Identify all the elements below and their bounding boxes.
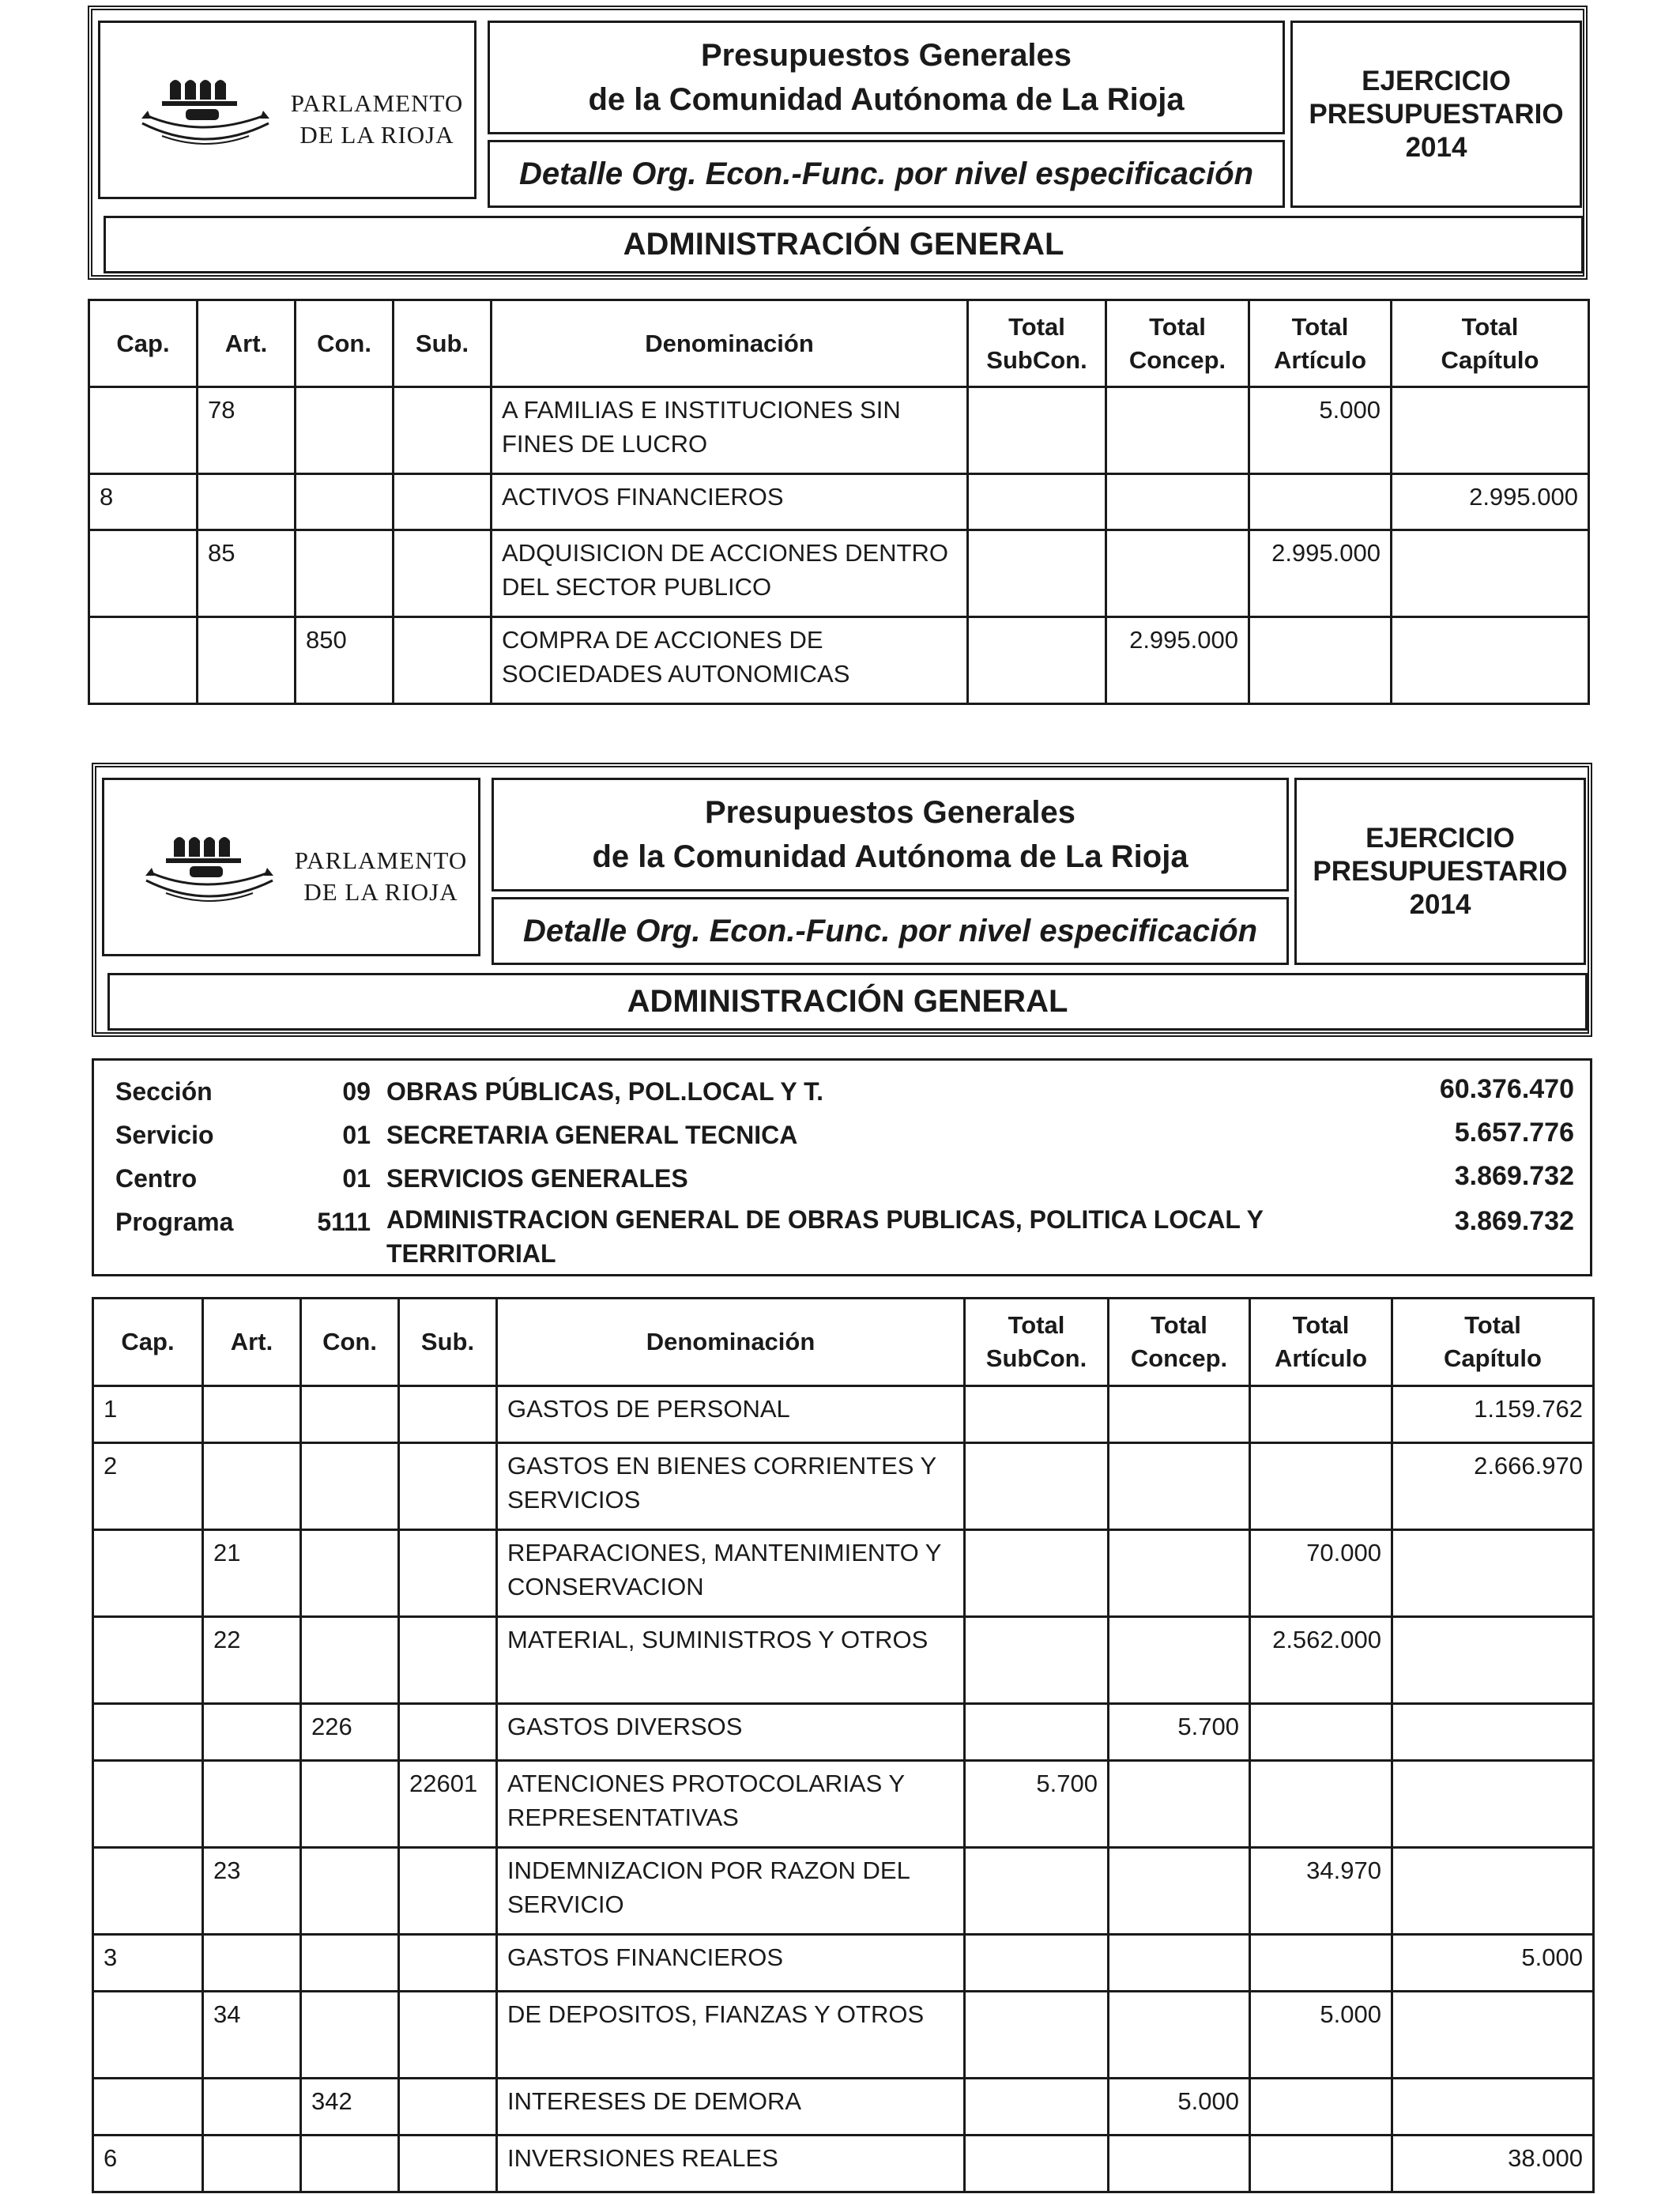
ejercicio-line-1: EJERCICIO [1362, 65, 1511, 96]
logo-line-1: PARLAMENTO [294, 846, 468, 874]
col-total-articulo-line-2: Artículo [1274, 1344, 1368, 1372]
logo-box [98, 21, 477, 199]
logo-line-2: DE LA RIOJA [303, 878, 458, 906]
ejercicio-line-2: PRESUPUESTARIO [1313, 855, 1568, 887]
col-total-concep [1109, 1299, 1250, 1386]
cell-con [296, 474, 394, 530]
col-total-articulo-line-1: Total [1291, 312, 1349, 341]
seccion-code: 09 [342, 1077, 371, 1106]
table-row [93, 1761, 1594, 1848]
cell-total-capitulo [1392, 1617, 1594, 1704]
cell-total-concep: 2.995.000 [1106, 617, 1249, 704]
cell-art: 78 [198, 387, 296, 474]
parliament-logo-icon [142, 824, 277, 907]
col-total-capitulo [1392, 1299, 1594, 1386]
col-cap: Cap. [89, 300, 198, 387]
cell-sub: 22601 [399, 1761, 497, 1848]
cell-total-subcon [965, 2079, 1109, 2136]
cell-con [296, 387, 394, 474]
cell-cap [93, 1530, 203, 1617]
cell-total-concep [1106, 387, 1249, 474]
cell-cap [93, 1992, 203, 2079]
cell-total-concep: 5.000 [1109, 2079, 1250, 2136]
cell-total-articulo [1250, 1761, 1392, 1848]
cell-cap [93, 1617, 203, 1704]
cell-sub [394, 474, 492, 530]
programa-label: Programa [115, 1208, 234, 1236]
table-row [93, 1935, 1594, 1992]
ejercicio-line-1: EJERCICIO [1365, 822, 1515, 854]
table-header-row [89, 300, 1589, 387]
seccion-total: 60.376.470 [1439, 1074, 1574, 1104]
section-title-box [104, 216, 1584, 273]
cell-con [301, 1992, 399, 2079]
cell-total-capitulo [1392, 1992, 1594, 2079]
col-total-articulo-line-1: Total [1292, 1311, 1350, 1339]
section-title: ADMINISTRACIÓN GENERAL [627, 984, 1068, 1019]
section-title: ADMINISTRACIÓN GENERAL [623, 227, 1064, 262]
cell-sub [399, 1386, 497, 1443]
cell-con [301, 1761, 399, 1848]
table-row [93, 2079, 1594, 2136]
subtitle-box [488, 140, 1285, 208]
cell-total-articulo: 5.000 [1250, 1992, 1392, 2079]
cell-total-subcon [965, 1386, 1109, 1443]
subtitle: Detalle Org. Econ.-Func. por nivel especificación [522, 913, 1258, 948]
cell-denominacion: GASTOS DE PERSONAL [497, 1386, 965, 1443]
cell-total-subcon [968, 617, 1106, 704]
cell-sub [399, 1848, 497, 1935]
servicio-total: 5.657.776 [1454, 1118, 1574, 1148]
cell-total-subcon [965, 1617, 1109, 1704]
cell-total-capitulo [1392, 2079, 1594, 2136]
col-total-capitulo-line-1: Total [1464, 1311, 1521, 1339]
cell-total-subcon [968, 474, 1106, 530]
logo-label [282, 845, 480, 908]
budget-table-2 [92, 1297, 1595, 2193]
cell-total-subcon [965, 1848, 1109, 1935]
table-row [89, 617, 1589, 704]
cell-total-capitulo: 5.000 [1392, 1935, 1594, 1992]
cell-total-subcon [965, 1443, 1109, 1530]
cell-total-subcon: 5.700 [965, 1761, 1109, 1848]
cell-denominacion: INDEMNIZACION POR RAZON DEL SERVICIO [497, 1848, 965, 1935]
col-sub: Sub. [399, 1299, 497, 1386]
table-row [89, 387, 1589, 474]
cell-cap: 6 [93, 2136, 203, 2192]
col-con: Con. [296, 300, 394, 387]
cell-art [203, 1935, 301, 1992]
seccion-name: OBRAS PÚBLICAS, POL.LOCAL Y T. [386, 1077, 823, 1106]
cell-cap [89, 617, 198, 704]
cell-cap [93, 1761, 203, 1848]
cell-con: 226 [301, 1704, 399, 1761]
cell-total-subcon [968, 387, 1106, 474]
cell-total-concep [1109, 1848, 1250, 1935]
col-total-subcon-line-2: SubCon. [986, 345, 1087, 374]
cell-total-concep [1109, 1530, 1250, 1617]
col-total-subcon [965, 1299, 1109, 1386]
cell-denominacion: ACTIVOS FINANCIEROS [492, 474, 968, 530]
cell-total-capitulo [1392, 1848, 1594, 1935]
col-total-subcon-line-1: Total [1008, 312, 1065, 341]
title-line-1: Presupuestos Generales [700, 38, 1072, 73]
cell-total-concep [1109, 1617, 1250, 1704]
table-row [93, 1617, 1594, 1704]
col-art: Art. [198, 300, 296, 387]
cell-total-concep [1109, 1992, 1250, 2079]
cell-total-concep [1106, 474, 1249, 530]
cell-total-articulo [1250, 1935, 1392, 1992]
table-row [93, 1992, 1594, 2079]
cell-total-capitulo [1392, 1704, 1594, 1761]
cell-total-articulo: 5.000 [1249, 387, 1392, 474]
title-line-2: de la Comunidad Autónoma de La Rioja [588, 82, 1185, 117]
centro-code: 01 [342, 1164, 371, 1193]
cell-denominacion: MATERIAL, SUMINISTROS Y OTROS [497, 1617, 965, 1704]
ejercicio-box [1294, 778, 1586, 965]
cell-art [203, 1704, 301, 1761]
centro-label: Centro [115, 1164, 198, 1193]
col-total-concep-line-2: Concep. [1128, 345, 1226, 374]
cell-total-capitulo: 38.000 [1392, 2136, 1594, 2192]
table-row [93, 1704, 1594, 1761]
cell-total-concep [1106, 530, 1249, 617]
cell-total-subcon [965, 1935, 1109, 1992]
cell-cap: 3 [93, 1935, 203, 1992]
cell-con: 850 [296, 617, 394, 704]
cell-sub [399, 1530, 497, 1617]
cell-sub [399, 1443, 497, 1530]
program-info-block [92, 1058, 1592, 1276]
cell-art: 23 [203, 1848, 301, 1935]
col-denominacion: Denominación [497, 1299, 965, 1386]
title-line-2: de la Comunidad Autónoma de La Rioja [592, 839, 1188, 874]
cell-cap [93, 1848, 203, 1935]
cell-denominacion: DE DEPOSITOS, FIANZAS Y OTROS [497, 1992, 965, 2079]
cell-denominacion: COMPRA DE ACCIONES DE SOCIEDADES AUTONOMICAS [492, 617, 968, 704]
servicio-name: SECRETARIA GENERAL TECNICA [386, 1121, 798, 1149]
cell-sub [399, 2079, 497, 2136]
cell-denominacion: GASTOS EN BIENES CORRIENTES Y SERVICIOS [497, 1443, 965, 1530]
ejercicio-year: 2014 [1409, 888, 1471, 920]
cell-total-concep: 5.700 [1109, 1704, 1250, 1761]
col-total-articulo [1249, 300, 1392, 387]
cell-cap: 1 [93, 1386, 203, 1443]
cell-total-articulo [1250, 2136, 1392, 2192]
cell-total-subcon [965, 1530, 1109, 1617]
cell-cap [93, 1704, 203, 1761]
table-row [93, 2136, 1594, 2192]
parliament-logo-icon [138, 66, 273, 149]
centro-name: SERVICIOS GENERALES [386, 1164, 688, 1193]
cell-total-subcon [965, 1992, 1109, 2079]
cell-total-articulo [1249, 617, 1392, 704]
cell-denominacion: ATENCIONES PROTOCOLARIAS Y REPRESENTATIVAS [497, 1761, 965, 1848]
col-total-concep-line-1: Total [1149, 312, 1206, 341]
cell-denominacion: INVERSIONES REALES [497, 2136, 965, 2192]
cell-art: 34 [203, 1992, 301, 2079]
table-row [93, 1386, 1594, 1443]
seccion-label: Sección [115, 1077, 213, 1106]
cell-total-concep [1109, 2136, 1250, 2192]
cell-denominacion: GASTOS DIVERSOS [497, 1704, 965, 1761]
cell-total-capitulo: 1.159.762 [1392, 1386, 1594, 1443]
cell-total-capitulo [1392, 1761, 1594, 1848]
logo-line-1: PARLAMENTO [290, 89, 464, 117]
cell-total-articulo: 2.562.000 [1250, 1617, 1392, 1704]
cell-con [301, 1848, 399, 1935]
table-row [93, 1443, 1594, 1530]
cell-total-subcon [965, 1704, 1109, 1761]
logo-label [278, 88, 476, 151]
cell-sub [399, 2136, 497, 2192]
section-title-box [107, 973, 1588, 1031]
cell-total-capitulo [1392, 387, 1589, 474]
cell-art: 21 [203, 1530, 301, 1617]
programa-code: 5111 [317, 1208, 371, 1236]
programa-total: 3.869.732 [1454, 1206, 1574, 1236]
cell-cap [89, 530, 198, 617]
centro-total: 3.869.732 [1454, 1161, 1574, 1191]
cell-sub [399, 1992, 497, 2079]
cell-total-capitulo: 2.995.000 [1392, 474, 1589, 530]
cell-art [198, 474, 296, 530]
logo-line-2: DE LA RIOJA [299, 121, 454, 149]
cell-sub [394, 617, 492, 704]
cell-total-concep [1109, 1761, 1250, 1848]
cell-sub [394, 530, 492, 617]
cell-total-articulo [1250, 1704, 1392, 1761]
ejercicio-box [1290, 21, 1582, 208]
col-total-capitulo-line-2: Capítulo [1441, 345, 1539, 374]
col-total-capitulo [1392, 300, 1589, 387]
cell-cap: 2 [93, 1443, 203, 1530]
table-row [89, 530, 1589, 617]
servicio-code: 01 [342, 1121, 371, 1149]
logo-box [102, 778, 480, 956]
cell-sub [399, 1617, 497, 1704]
budget-table-1 [88, 299, 1590, 705]
programa-name-line-1: ADMINISTRACION GENERAL DE OBRAS PUBLICAS, POLITICA LOCAL Y [386, 1205, 1264, 1234]
cell-art [203, 1443, 301, 1530]
cell-art [198, 617, 296, 704]
col-total-concep [1106, 300, 1249, 387]
cell-total-capitulo [1392, 530, 1589, 617]
cell-cap: 8 [89, 474, 198, 530]
cell-total-articulo [1250, 1443, 1392, 1530]
cell-total-subcon [968, 530, 1106, 617]
title-box [492, 778, 1289, 892]
cell-denominacion: GASTOS FINANCIEROS [497, 1935, 965, 1992]
col-art: Art. [203, 1299, 301, 1386]
cell-art [203, 1386, 301, 1443]
ejercicio-line-2: PRESUPUESTARIO [1309, 98, 1564, 130]
cell-con [301, 1443, 399, 1530]
cell-total-capitulo [1392, 617, 1589, 704]
col-total-articulo-line-2: Artículo [1273, 345, 1367, 374]
cell-art [203, 1761, 301, 1848]
cell-art: 22 [203, 1617, 301, 1704]
cell-total-capitulo [1392, 1530, 1594, 1617]
cell-total-capitulo: 2.666.970 [1392, 1443, 1594, 1530]
col-cap: Cap. [93, 1299, 203, 1386]
col-total-articulo [1250, 1299, 1392, 1386]
col-total-capitulo-line-1: Total [1461, 312, 1519, 341]
table-row [93, 1530, 1594, 1617]
cell-con [301, 1530, 399, 1617]
cell-cap [89, 387, 198, 474]
cell-total-articulo: 70.000 [1250, 1530, 1392, 1617]
cell-denominacion: ADQUISICION DE ACCIONES DENTRO DEL SECTOR PUBLICO [492, 530, 968, 617]
cell-total-articulo: 2.995.000 [1249, 530, 1392, 617]
cell-con: 342 [301, 2079, 399, 2136]
cell-denominacion: A FAMILIAS E INSTITUCIONES SIN FINES DE LUCRO [492, 387, 968, 474]
table-row [93, 1848, 1594, 1935]
col-total-concep-line-1: Total [1151, 1311, 1207, 1339]
cell-con [301, 1935, 399, 1992]
cell-art [203, 2136, 301, 2192]
col-total-subcon-line-2: SubCon. [985, 1344, 1087, 1372]
cell-total-subcon [965, 2136, 1109, 2192]
cell-denominacion: INTERESES DE DEMORA [497, 2079, 965, 2136]
col-total-subcon [968, 300, 1106, 387]
cell-sub [394, 387, 492, 474]
cell-con [301, 1617, 399, 1704]
cell-sub [399, 1704, 497, 1761]
cell-total-articulo [1250, 2079, 1392, 2136]
col-denominacion: Denominación [492, 300, 968, 387]
col-total-concep-line-2: Concep. [1130, 1344, 1228, 1372]
cell-total-concep [1109, 1386, 1250, 1443]
cell-sub [399, 1935, 497, 1992]
cell-con [296, 530, 394, 617]
cell-total-articulo: 34.970 [1250, 1848, 1392, 1935]
header-block-2 [92, 763, 1592, 1037]
cell-total-articulo [1249, 474, 1392, 530]
col-sub: Sub. [394, 300, 492, 387]
table-header-row [93, 1299, 1594, 1386]
col-con: Con. [301, 1299, 399, 1386]
cell-cap [93, 2079, 203, 2136]
header-block-1 [88, 6, 1588, 280]
title-line-1: Presupuestos Generales [704, 795, 1076, 830]
col-total-capitulo-line-2: Capítulo [1444, 1344, 1542, 1372]
cell-denominacion: REPARACIONES, MANTENIMIENTO Y CONSERVACION [497, 1530, 965, 1617]
cell-total-concep [1109, 1935, 1250, 1992]
title-box [488, 21, 1285, 134]
servicio-label: Servicio [115, 1121, 214, 1149]
cell-art [203, 2079, 301, 2136]
table-row [89, 474, 1589, 530]
cell-con [301, 2136, 399, 2192]
ejercicio-year: 2014 [1405, 131, 1467, 163]
col-total-subcon-line-1: Total [1008, 1311, 1065, 1339]
cell-con [301, 1386, 399, 1443]
subtitle: Detalle Org. Econ.-Func. por nivel especificación [518, 156, 1254, 191]
programa-name-line-2: TERRITORIAL [386, 1239, 556, 1268]
subtitle-box [492, 897, 1289, 965]
cell-total-articulo [1250, 1386, 1392, 1443]
cell-art: 85 [198, 530, 296, 617]
cell-total-concep [1109, 1443, 1250, 1530]
